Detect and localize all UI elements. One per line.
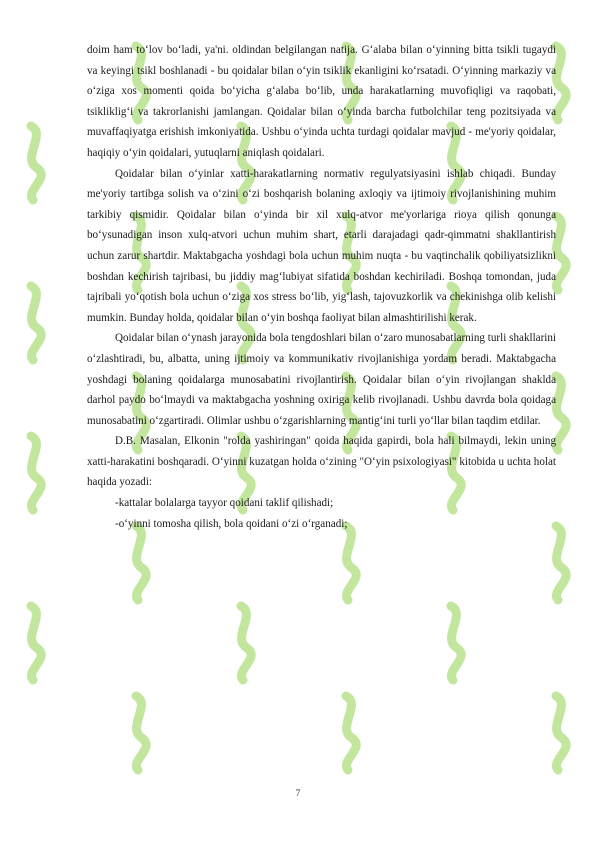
list-item-2: -o‘yinni tomosha qilish, bola qoidani o‘zi o‘rganadi; — [115, 517, 348, 530]
paragraph-1: doim ham to‘lov bo‘ladi, ya'ni. oldindan belgilangan natija. G‘alaba bilan o‘yinning bitta tsikli tugaydi va keyingi tsikl boshlanadi - bu qoidalar bilan o‘yin tsiklik ekanligini ko‘rsatadi. O‘yinning markaziy va o‘ziga xos momenti qoida bo‘yicha g‘alaba bo‘lib, unda harakatlarning muvofiqligi va raqobati, tsikliklig‘i va takrorlanishi jamlangan. Qoidalar bilan o‘yinda barcha futbolchilar teng pozitsiyada va muvaffaqiyatga erishish imkoniyatida. Ushbu o‘yinda uchta turdagi qoidalar mavjud - me'yoriy qoidalar, haqiqiy o‘yin qoidalari, yutuqlarni aniqlash qoidalari. — [87, 44, 556, 159]
watermark-stroke-2 — [31, 286, 41, 360]
watermark-stroke-22 — [451, 606, 461, 680]
watermark-stroke-24 — [556, 216, 566, 290]
watermark-stroke-26 — [556, 526, 566, 600]
paragraph-3: Qoidalar bilan o‘ynash jarayonida bola tengdoshlari bilan o‘zaro munosabatlarning turli shakllarini o‘zlashtiradi, bu, albatta, uning ijtimoiy va kommunikativ rivojlanishiga yordam beradi. Maktabgacha yoshdagi bolaning qoidalarga munosabatini rivojlantirish. Qoidalar bilan o‘yin rivojlangan shaklda darhol paydo bo‘lmaydi va maktabgacha yoshning oxiriga kelib rivojlanadi. Ushbu davrda bola qoidaga munosabatini o‘zgartiradi. Olimlar ushbu o‘zgarishlarning mantig‘ini turli yo‘llar bilan taqdim etdilar. — [87, 332, 556, 427]
paragraph-4: D.B. Masalan, Elkonin "rolda yashiringan" qoida haqida gapirdi, bola hali bilmaydi, lekin uning xatti-harakatini boshqaradi. O‘yinni kuzatgan holda o‘zining "O‘yin psixologiyasi" kitobida u uchta holat haqida yozadi: — [87, 435, 556, 489]
watermark-stroke-23 — [556, 46, 566, 120]
watermark-stroke-1 — [31, 126, 41, 200]
watermark-stroke-3 — [31, 436, 41, 510]
watermark-stroke-17 — [346, 526, 356, 600]
watermark-stroke-25 — [556, 376, 566, 450]
list-item-1: -kattalar bolalarga tayyor qoidani taklif qilishadi; — [115, 497, 334, 510]
page-number: 7 — [295, 789, 301, 799]
watermark-stroke-4 — [31, 606, 41, 680]
watermark-stroke-27 — [556, 696, 566, 770]
watermark-stroke-8 — [136, 526, 146, 600]
paragraph-2: Qoidalar bilan o‘yinlar xatti-harakatlarning normativ regulyatsiyasini ishlab chiqadi. Bunday me'yoriy tartibga solish va o‘zini o‘zi boshqarish bolaning axloqiy va ijtimoiy rivojlanishining muhim tarkibiy qismidir. Qoidalar bilan o‘yinda bir xil xulq-atvor me'yorlariga rioya qilish qonunga bo‘ysunadigan inson xulq-atvori uchun muhim shart, etarli darajadagi qadr-qimmatni shakllantirish uchun zarur shartdir. Maktabgacha yoshdagi bola uchun muhim nuqta - bu vaqtinchalik qobiliyatsizlikni boshdan kechirish tajribasi, bu jiddiy mag‘lubiyat sifatida boshdan kechiriladi. Boshqa tomondan, juda tajribali yo‘qotish bola uchun o‘ziga xos stress bo‘lib, yig‘lash, tajovuzkorlik va chekinishga olib kelishi mumkin. Bunday holda, qoidalar bilan o‘yin boshqa faoliyat bilan almashtirilishi kerak. — [87, 167, 556, 324]
watermark-stroke-18 — [346, 696, 356, 770]
watermark-stroke-13 — [241, 606, 251, 680]
watermark-stroke-9 — [136, 696, 146, 770]
body-text — [87, 40, 556, 534]
